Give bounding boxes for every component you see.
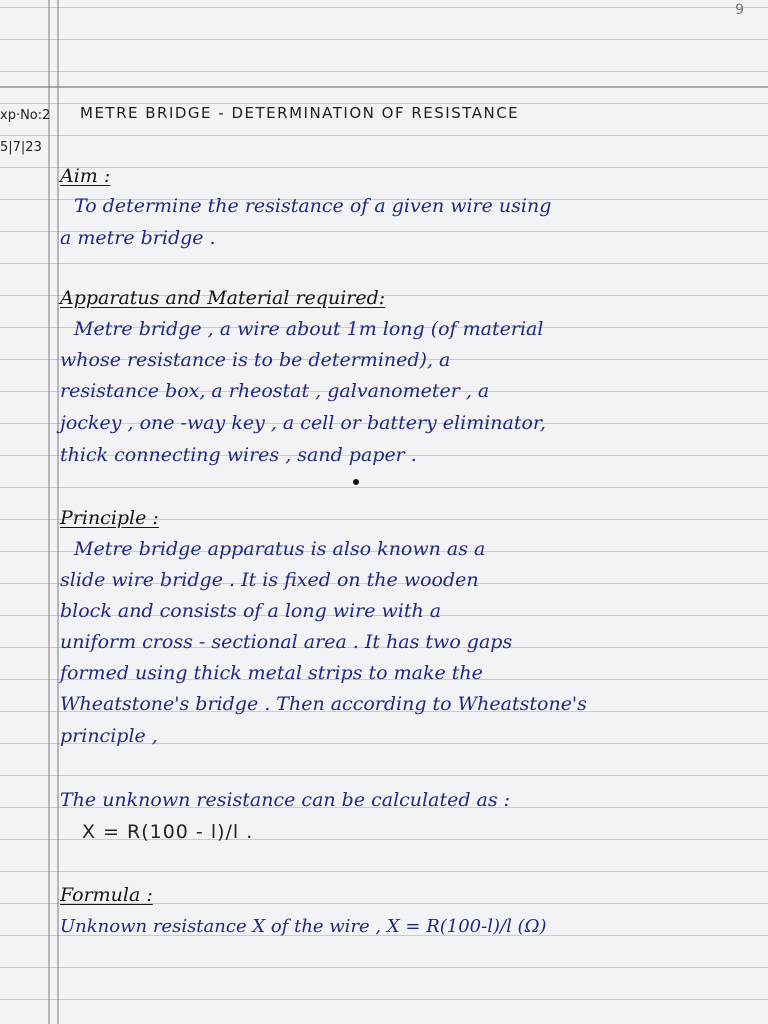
principle-heading: Principle : <box>60 507 159 529</box>
principle-line-7: principle , <box>60 725 158 747</box>
principle-line-2: slide wire bridge . It is fixed on the wooden <box>60 569 479 591</box>
header-rule <box>0 86 768 88</box>
apparatus-line-4: jockey , one -way key , a cell or battery eliminator, <box>60 412 546 434</box>
apparatus-line-2: whose resistance is to be determined), a <box>60 349 451 371</box>
page-number: 9 <box>735 2 744 18</box>
page-title: METRE BRIDGE - DETERMINATION OF RESISTANCE <box>80 104 520 122</box>
apparatus-heading: Apparatus and Material required: <box>60 287 386 309</box>
margin-rule-left <box>48 0 50 1024</box>
apparatus-line-3: resistance box, a rheostat , galvanometer , a <box>60 380 490 402</box>
principle-line-3: block and consists of a long wire with a <box>60 600 442 622</box>
margin-rule-right <box>57 0 59 1024</box>
apparatus-line-1: Metre bridge , a wire about 1m long (of material <box>74 318 544 340</box>
aim-heading: Aim : <box>60 165 111 187</box>
exp-date: 5|7|23 <box>0 140 42 155</box>
apparatus-line-5: thick connecting wires , sand paper . <box>60 444 417 466</box>
aim-line-2: a metre bridge . <box>60 227 216 249</box>
principle-expression: X = R(100 - l)/l . <box>82 821 254 843</box>
principle-line-1: Metre bridge apparatus is also known as a <box>74 538 486 560</box>
formula-line: Unknown resistance X of the wire , X = R(100-l)/l (Ω) <box>60 916 547 937</box>
ink-dot <box>353 479 359 485</box>
exp-number: xp·No:2 <box>0 108 51 123</box>
calc-line: The unknown resistance can be calculated as : <box>60 789 511 811</box>
principle-line-6: Wheatstone's bridge . Then according to Wheatstone's <box>60 693 587 715</box>
principle-line-5: formed using thick metal strips to make the <box>60 662 483 684</box>
formula-heading: Formula : <box>60 884 153 906</box>
aim-line-1: To determine the resistance of a given wire using <box>74 195 552 217</box>
principle-line-4: uniform cross - sectional area . It has two gaps <box>60 631 513 653</box>
